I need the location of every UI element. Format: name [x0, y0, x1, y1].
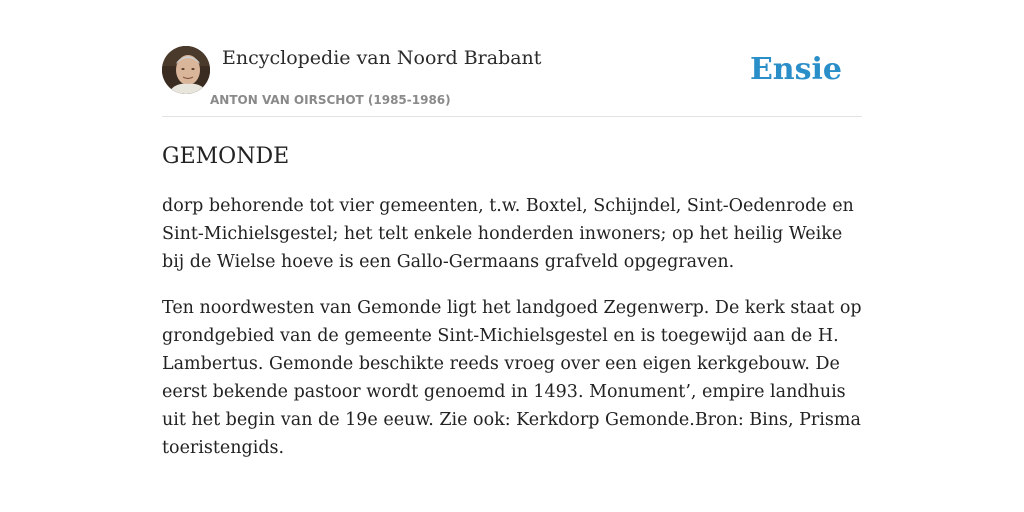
site-title[interactable]: Encyclopedie van Noord Brabant	[222, 47, 542, 69]
page	[162, 46, 862, 462]
portrait-icon	[162, 46, 210, 94]
article-paragraph: Ten noordwesten van Gemonde ligt het landgoed Zegenwerp. De kerk staat op grondgebied van de gemeente Sint-Michielsgestel en is toegewijd aan de H. Lambertus. Gemonde beschikte reeds vroeg over een eigen kerkgebouw. De eerst bekende pastoor wordt genoemd in 1493. Monument’, empire landhuis uit het begin van de 19e eeuw. Zie ook: Kerkdorp Gemonde.Bron: Bins, Prisma toeristengids.	[162, 298, 862, 458]
header	[162, 46, 862, 117]
article-title: GEMONDE	[162, 144, 290, 169]
article-paragraph: dorp behorende tot vier gemeenten, t.w. Boxtel, Schijndel, Sint-Oedenrode en Sint-Michielsgestel; het telt enkele honderden inwoners; op het heilig Weike bij de Wielse hoeve is een Gallo-Germaans grafveld opgegraven.	[162, 196, 854, 272]
author-name[interactable]: ANTON VAN OIRSCHOT (1985-1986)	[210, 93, 451, 107]
brand-logo[interactable]: Ensie	[749, 52, 842, 87]
author-avatar[interactable]	[162, 46, 210, 94]
